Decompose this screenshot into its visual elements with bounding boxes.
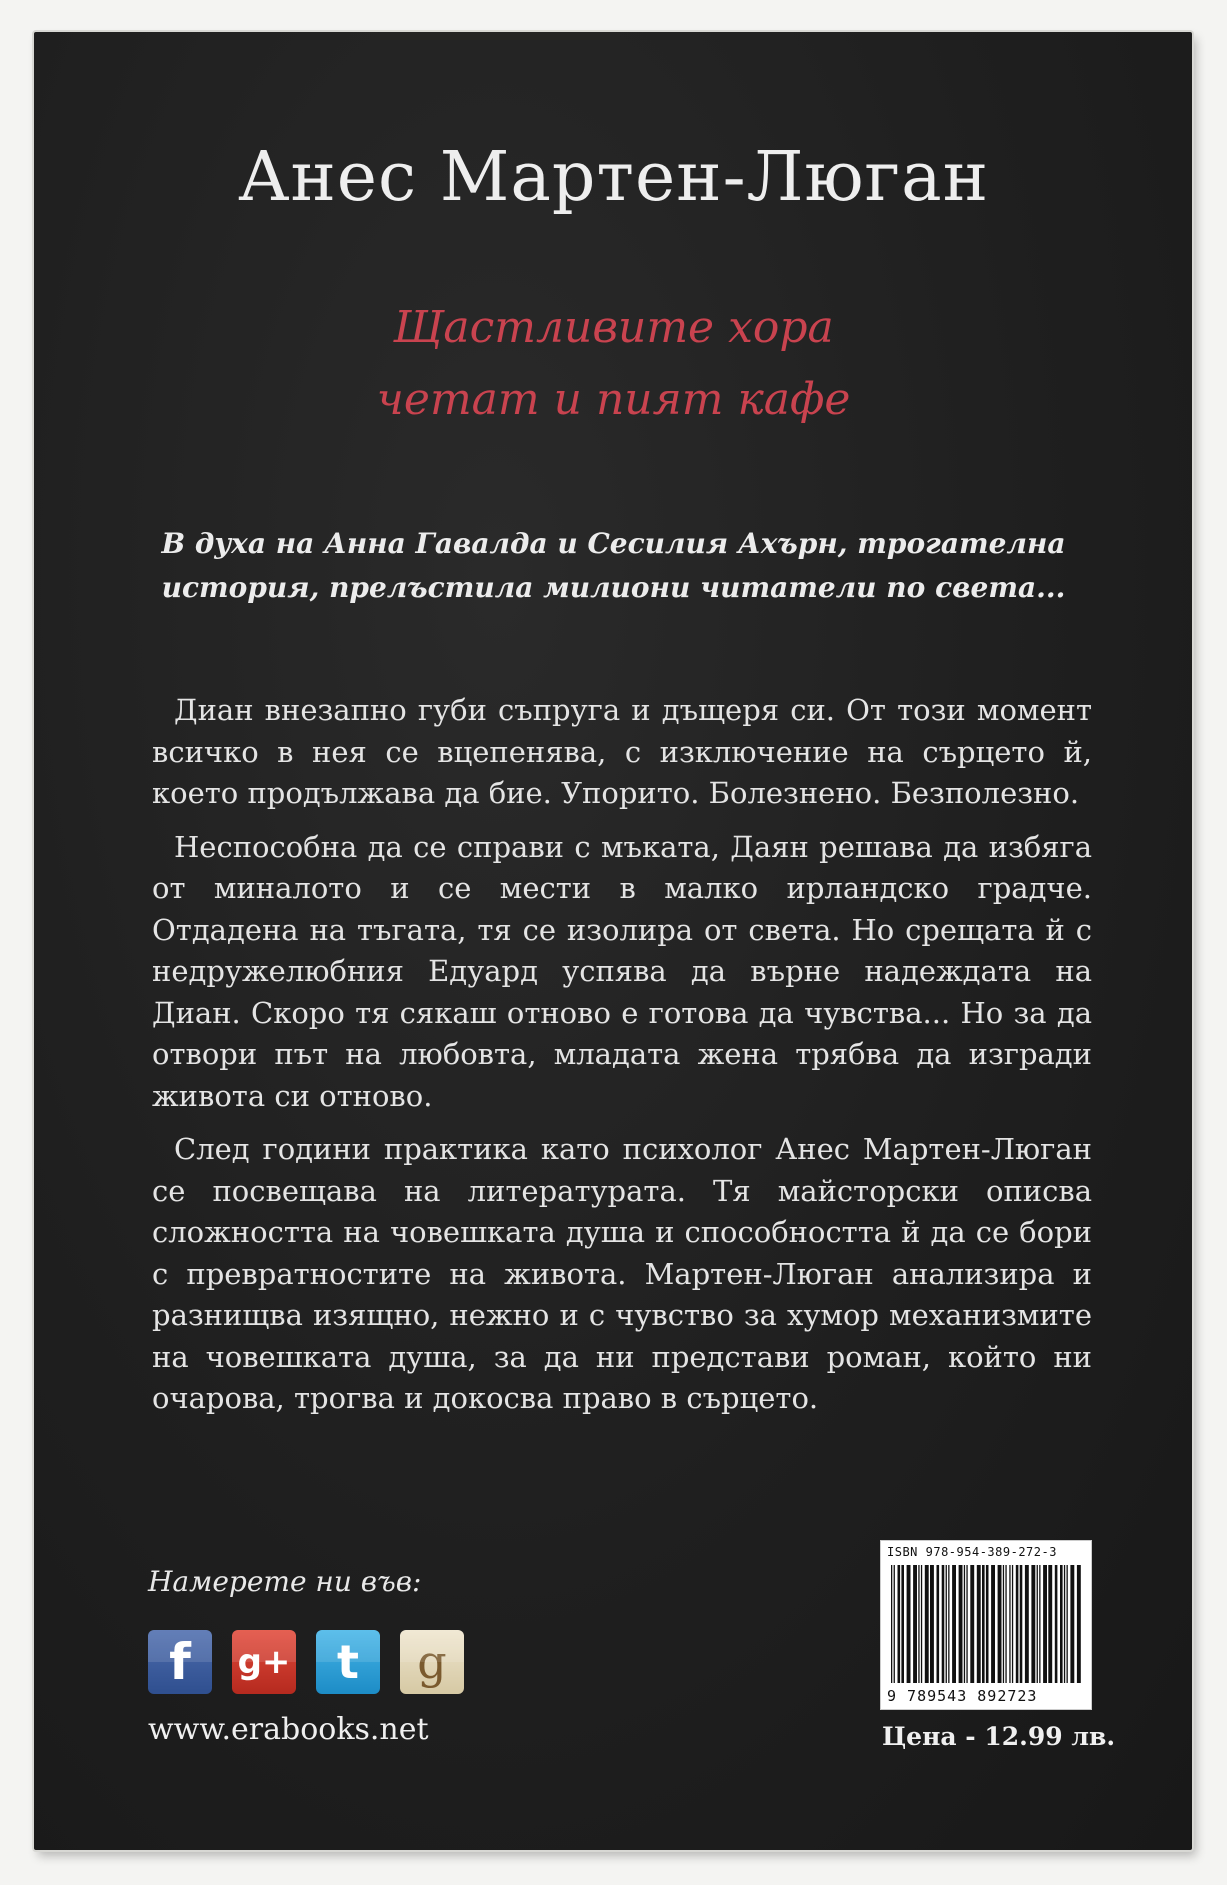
barcode-image <box>889 1565 1083 1683</box>
twitter-glyph: t <box>337 1635 359 1689</box>
barcode-bar <box>937 1565 940 1683</box>
barcode-bar <box>952 1565 956 1683</box>
barcode-bar <box>1016 1565 1019 1683</box>
barcode-bar <box>966 1565 967 1683</box>
barcode-bar <box>907 1565 911 1683</box>
barcode-bar <box>1012 1565 1013 1683</box>
title-line-2: четат и пият кафе <box>376 374 851 425</box>
author-name: Анес Мартен-Люган <box>237 138 990 217</box>
find-us-label: Намерете ни във: <box>148 1565 422 1598</box>
barcode-bar <box>986 1565 989 1683</box>
barcode-bar <box>925 1565 929 1683</box>
blurb-paragraph-3: След години практика като психолог Анес Мартен-Люган се посвещава на литературата. Тя майсторски описва сложността на човешката душа и способността й да се бори с превратностите на живота. Мартен-Люган анализира и разнищва изящно, нежно и с чувство за хумор механизмите на човешката душа, за да ни представи роман, който ни очарова, трогва и докосва право в сърцето. <box>152 1132 1092 1415</box>
barcode-bar <box>913 1565 917 1683</box>
barcode-bar <box>930 1565 934 1683</box>
book-title <box>0 292 1227 436</box>
barcode-bar <box>1037 1565 1038 1683</box>
barcode-bar <box>998 1565 1002 1683</box>
blurb-paragraph-2: Неспособна да се справи с мъката, Даян решава да избяга от миналото и се мести в малко ирландско градче. Отдадена на тъгата, тя се изолира от света. Но срещата й с недружелюбния Едуард успява да върне надеждата на Диан. Скоро тя сякаш отново е готова да чувства... Но за да отвори път на любовта, младата жена трябва да изгради живота си отново. <box>152 829 1092 1113</box>
tagline <box>0 522 1227 610</box>
blurb <box>152 690 1092 1432</box>
blurb-paragraph-1: Диан внезапно губи съпруга и дъщеря си. От този момент всичко в нея се вцепенява, с изключение на сърцето й, което продължава да бие. Упорито. Болезнено. Безполезно. <box>152 693 1092 810</box>
barcode-label <box>880 1540 1092 1710</box>
google-plus-glyph: g+ <box>237 1642 291 1682</box>
barcode-bar <box>1043 1565 1047 1683</box>
barcode-bar <box>1003 1565 1004 1683</box>
tagline-line-1: В духа на Анна Гавалда и Сесилия Ахърн, трогателна <box>161 527 1066 560</box>
barcode-bar <box>991 1565 995 1683</box>
social-icons <box>148 1630 464 1694</box>
barcode-number: 9 789543 892723 <box>887 1687 1038 1705</box>
barcode-bar <box>1009 1565 1010 1683</box>
barcode-bar <box>921 1565 922 1683</box>
barcode-bar <box>959 1565 963 1683</box>
barcode-bar <box>1020 1565 1023 1683</box>
barcode-bar <box>1005 1565 1006 1683</box>
barcode-bar <box>891 1565 892 1683</box>
facebook-icon <box>148 1630 212 1694</box>
barcode-bar <box>948 1565 949 1683</box>
barcode-bar <box>1067 1565 1068 1683</box>
barcode-bar <box>1060 1565 1063 1683</box>
barcode-bar <box>1077 1565 1081 1683</box>
barcode-bar <box>977 1565 981 1683</box>
barcode-bar <box>901 1565 904 1683</box>
goodreads-glyph: g <box>417 1635 447 1689</box>
barcode-bar <box>1025 1565 1029 1683</box>
barcode-bar <box>1031 1565 1035 1683</box>
barcode-bar <box>1039 1565 1040 1683</box>
barcode-bar <box>1048 1565 1052 1683</box>
isbn-text: ISBN 978-954-389-272-3 <box>887 1545 1057 1559</box>
barcode-bar <box>898 1565 901 1683</box>
goodreads-icon <box>400 1630 464 1694</box>
barcode-bar <box>970 1565 974 1683</box>
barcode-bar <box>894 1565 895 1683</box>
barcode-bar <box>942 1565 945 1683</box>
barcode-bar <box>946 1565 947 1683</box>
google-plus-icon <box>232 1630 296 1694</box>
twitter-icon <box>316 1630 380 1694</box>
tagline-line-2: история, прелъстила милиони читатели по света... <box>161 571 1066 604</box>
barcode-bar <box>1064 1565 1065 1683</box>
barcode-bar <box>1055 1565 1058 1683</box>
price: Цена - 12.99 лв. <box>882 1722 1116 1751</box>
barcode-bar <box>982 1565 985 1683</box>
barcode-bar <box>964 1565 965 1683</box>
facebook-glyph: f <box>169 1633 191 1691</box>
barcode-bar <box>918 1565 919 1683</box>
barcode-bar <box>1070 1565 1074 1683</box>
website-url: www.erabooks.net <box>148 1712 429 1747</box>
title-line-1: Щастливите хора <box>393 302 834 353</box>
